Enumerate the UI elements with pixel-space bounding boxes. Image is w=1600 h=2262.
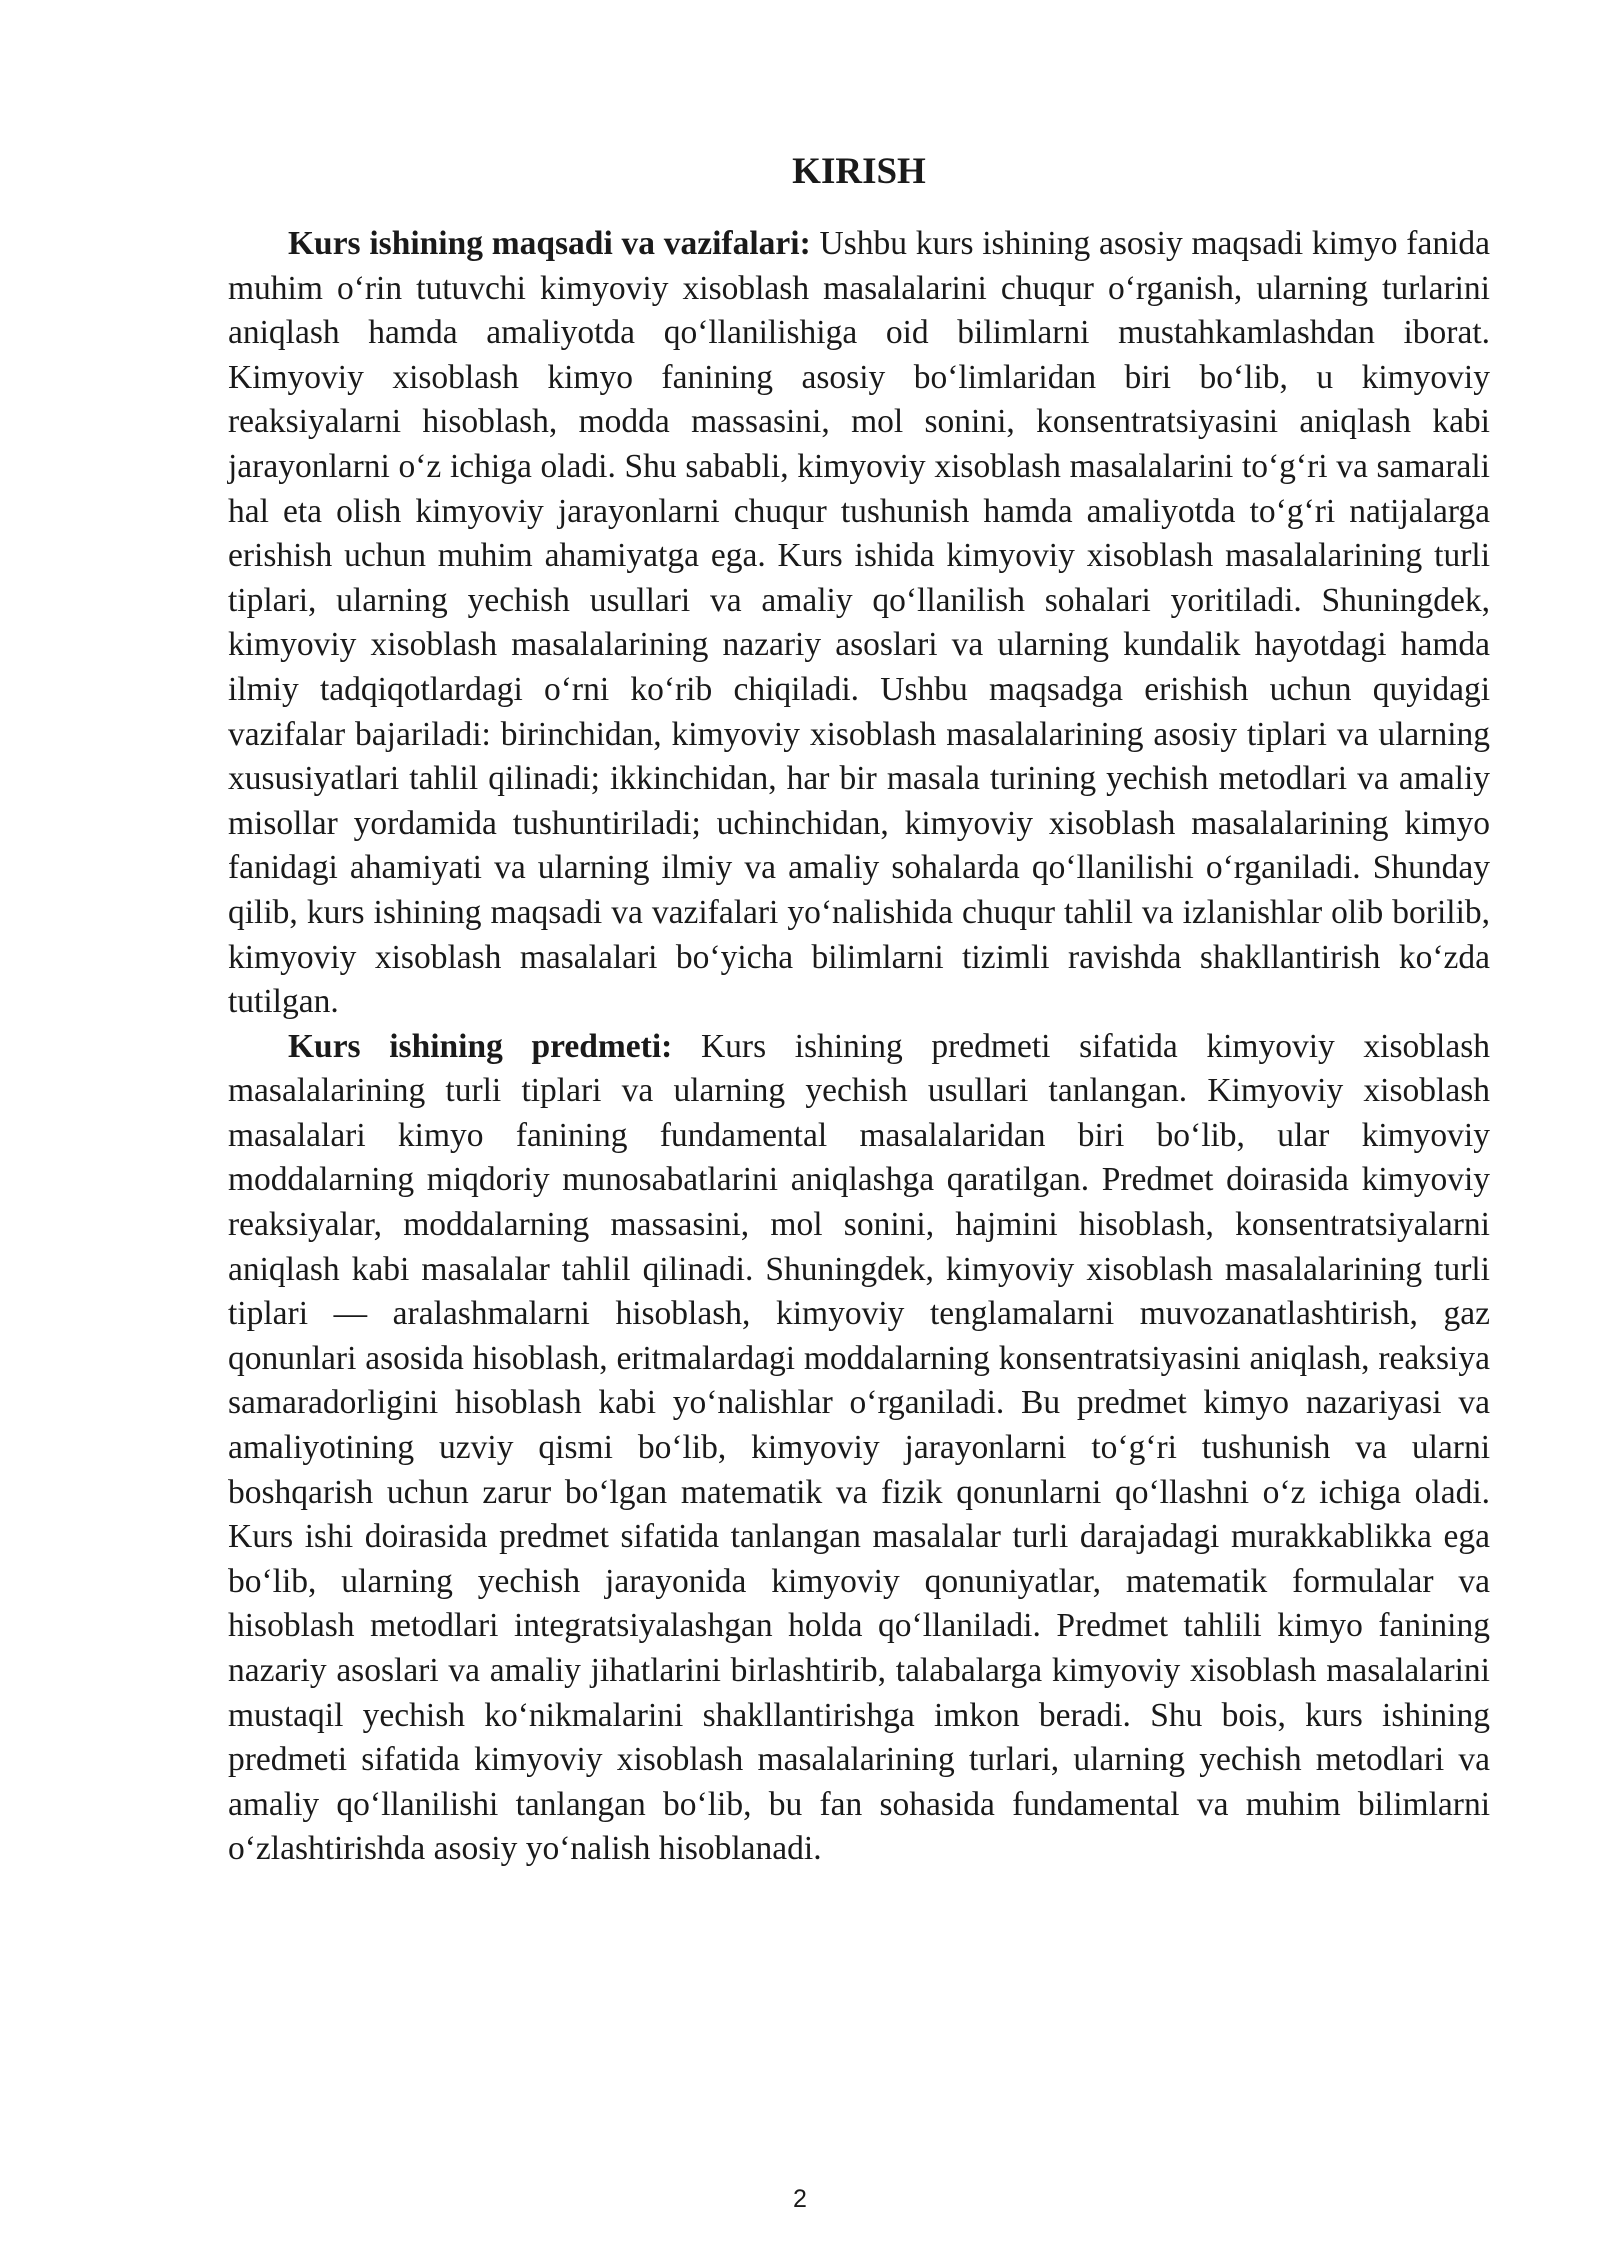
paragraph-lead-subject: Kurs ishining predmeti: bbox=[288, 1027, 673, 1065]
page-number: 2 bbox=[793, 2185, 807, 2213]
paragraph-lead-goals: Kurs ishining maqsadi va vazifalari: bbox=[288, 225, 811, 262]
document-page bbox=[228, 150, 1490, 1872]
paragraph-subject bbox=[228, 1025, 1490, 1872]
paragraph-goals bbox=[228, 222, 1490, 1025]
page-title: KIRISH bbox=[792, 151, 926, 192]
paragraph-body-subject: Kurs ishining predmeti sifatida kimyoviy xisoblash masalalarining turli tiplari va ularning yechish usullari tanlangan. Kimyoviy xisoblash masalalari kimyo fanining fundamental masalalaridan biri bo‘lib, ular kimyoviy moddalarning miqdoriy munosabatlarini aniqlashga qaratilgan. Predmet doirasida kimyoviy reaksiyalar, moddalarning massasini, mol sonini, hajmini hisoblash, konsentratsiyalarni aniqlash kabi masalalar tahlil qilinadi. Shuningdek, kimyoviy xisoblash masalalarining turli tiplari — aralashmalarni hisoblash, kimyoviy tenglamalarni muvozanatlashtirish, gaz qonunlari asosida hisoblash, eritmalardagi moddalarning konsentratsiyasini aniqlash, reaksiya samaradorligini hisoblash kabi yo‘nalishlar o‘rganiladi. Bu predmet kimyo nazariyasi va amaliyotining uzviy qismi bo‘lib, kimyoviy jarayonlarni to‘g‘ri tushunish va ularni boshqarish uchun zarur bo‘lgan matematik va fizik qonunlarni qo‘llashni o‘z ichiga oladi. Kurs ishi doirasida predmet sifatida tanlangan masalalar turli darajadagi murakkablikka ega bo‘lib, ularning yechish jarayonida kimyoviy qonuniyatlar, matematik formulalar va hisoblash metodlari integratsiyalashgan holda qo‘llaniladi. Predmet tahlili kimyo fanining nazariy asoslari va amaliy jihatlarini birlashtirib, talabalarga kimyoviy xisoblash masalalarini mustaqil yechish ko‘nikmalarini shakllantirishga imkon beradi. Shu bois, kurs ishining predmeti sifatida kimyoviy xisoblash masalalarining turlari, ularning yechish metodlari va amaliy qo‘llanilishi tanlangan bo‘lib, bu fan sohasida fundamental va muhim bilimlarni o‘zlashtirishda asosiy yo‘nalish hisoblanadi. bbox=[228, 1027, 1490, 1868]
paragraph-body-goals: Ushbu kurs ishining asosiy maqsadi kimyo fanida muhim o‘rin tutuvchi kimyoviy xisoblash masalalarini chuqur o‘rganish, ularning turlarini aniqlash hamda amaliyotda qo‘llanilishiga oid bilimlarni mustahkamlashdan iborat. Kimyoviy xisoblash kimyo fanining asosiy bo‘limlaridan biri bo‘lib, u kimyoviy reaksiyalarni hisoblash, modda massasini, mol sonini, konsentratsiyasini aniqlash kabi jarayonlarni o‘z ichiga oladi. Shu sababli, kimyoviy xisoblash masalalarini to‘g‘ri va samarali hal eta olish kimyoviy jarayonlarni chuqur tushunish hamda amaliyotda to‘g‘ri natijalarga erishish uchun muhim ahamiyatga ega. Kurs ishida kimyoviy xisoblash masalalarining turli tiplari, ularning yechish usullari va amaliy qo‘llanilish sohalari yoritiladi. Shuningdek, kimyoviy xisoblash masalalarining nazariy asoslari va ularning kundalik hayotdagi hamda ilmiy tadqiqotlardagi o‘rni ko‘rib chiqiladi. Ushbu maqsadga erishish uchun quyidagi vazifalar bajariladi: birinchidan, kimyoviy xisoblash masalalarining asosiy tiplari va ularning xususiyatlari tahlil qilinadi; ikkinchidan, har bir masala turining yechish metodlari va amaliy misollar yordamida tushuntiriladi; uchinchidan, kimyoviy xisoblash masalalarining kimyo fanidagi ahamiyati va ularning ilmiy va amaliy sohalarda qo‘llanilishi o‘rganiladi. Shunday qilib, kurs ishining maqsadi va vazifalari yo‘nalishida chuqur tahlil va izlanishlar olib borilib, kimyoviy xisoblash masalalari bo‘yicha bilimlarni tizimli ravishda shakllantirish ko‘zda tutilgan. bbox=[228, 225, 1490, 1021]
